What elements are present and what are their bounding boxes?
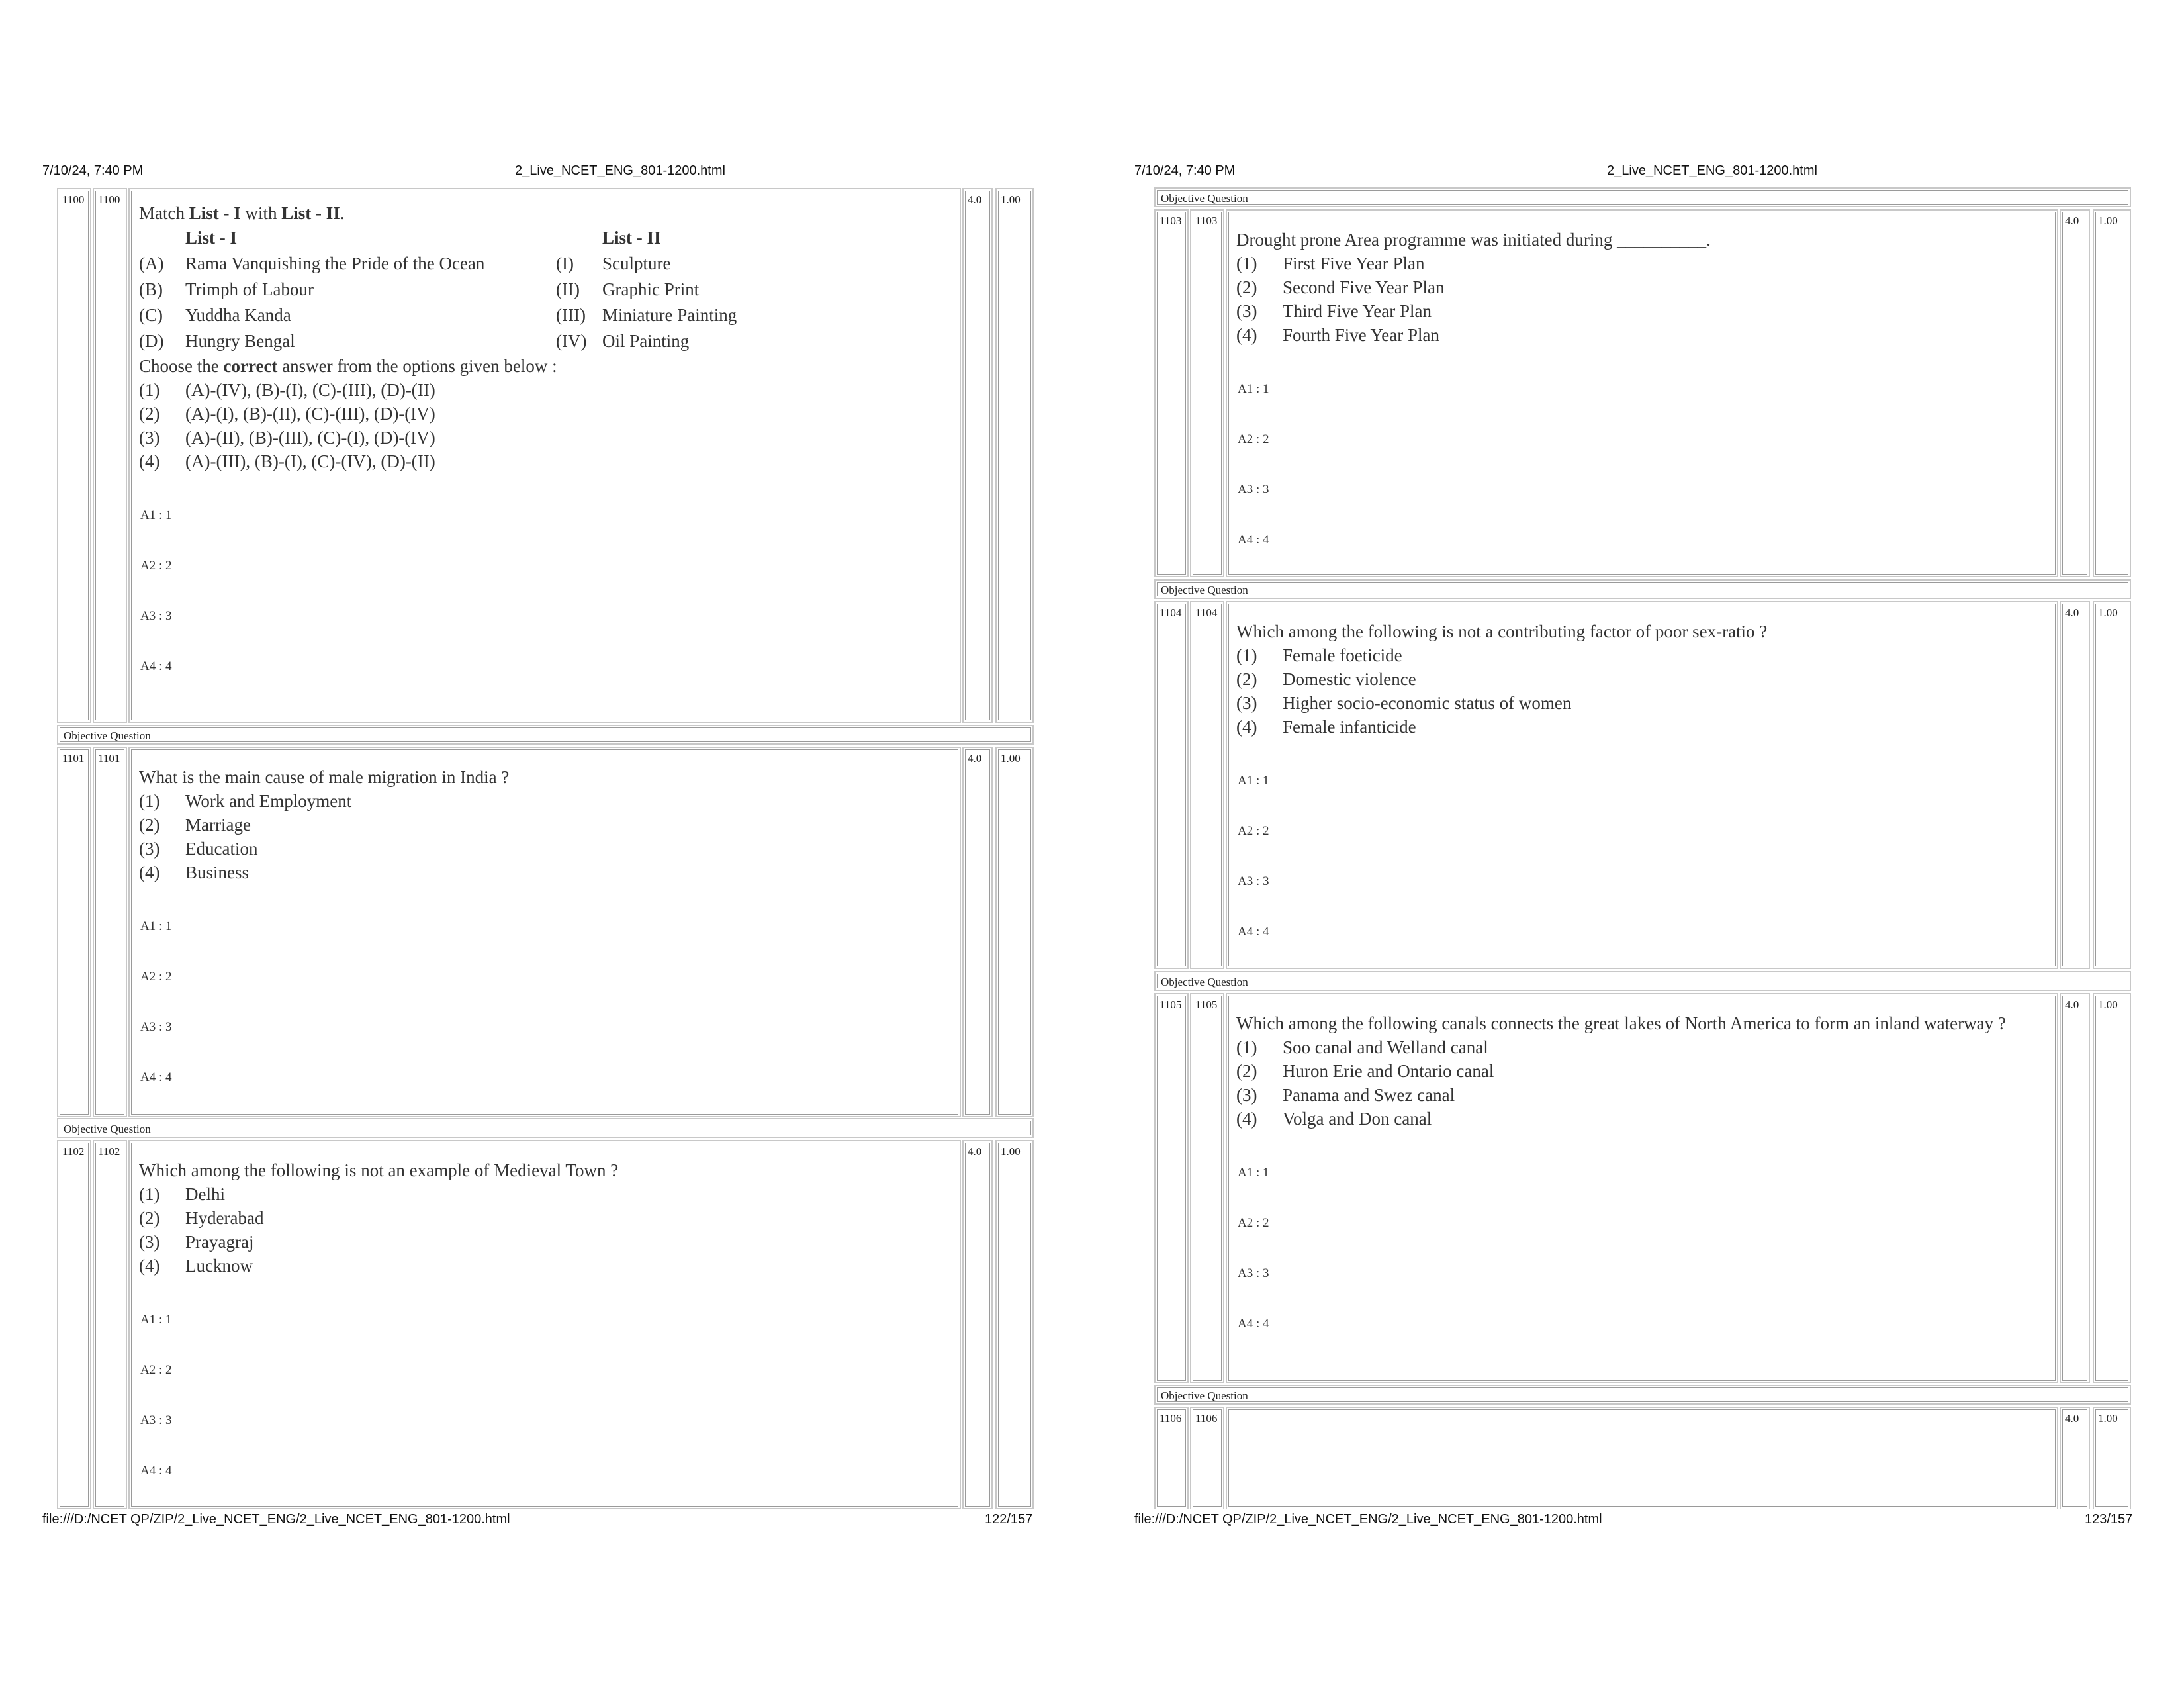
answer-key: A4 : 4 <box>1238 533 1269 547</box>
answer-key: A2 : 2 <box>140 559 172 573</box>
right-page <box>1092 0 2184 1688</box>
answer-list <box>1231 774 2053 976</box>
answer-key: A4 : 4 <box>1238 925 1269 939</box>
question-content <box>1226 209 2058 577</box>
answer-key: A4 : 4 <box>140 659 172 673</box>
question-number: 1101 <box>57 747 91 1117</box>
option: (1) Work and Employment <box>139 791 352 811</box>
answer-key: A3 : 3 <box>140 1413 172 1427</box>
option: (3) Third Five Year Plan <box>1236 301 1432 321</box>
option: (1) (A)-(IV), (B)-(I), (C)-(III), (D)-(II) <box>139 380 435 400</box>
marks: 4.0 <box>2060 601 2090 969</box>
match-row: (A) Rama Vanquishing the Pride of the Ocean (I) Sculpture <box>139 254 671 273</box>
question-number: 1103 <box>1154 209 1189 577</box>
header-title: 2_Live_NCET_ENG_801-1200.html <box>515 164 725 178</box>
question-row-1105 <box>1154 993 2131 1383</box>
question-id: 1105 <box>1190 993 1224 1383</box>
negative-marks: 1.00 <box>2093 601 2131 969</box>
match-table-head: List - I List - II <box>185 228 661 248</box>
answer-key: A3 : 3 <box>1238 874 1269 888</box>
negative-marks: 1.00 <box>995 1140 1034 1509</box>
question-number: 1106 <box>1154 1407 1189 1509</box>
footer-page-number: 122/157 <box>985 1512 1033 1526</box>
answer-key: A3 : 3 <box>140 609 172 623</box>
question-text: Which among the following is not an example of Medieval Town ? <box>139 1160 619 1180</box>
option: (4) (A)-(III), (B)-(I), (C)-(IV), (D)-(II) <box>139 451 435 471</box>
answer-list <box>134 509 956 710</box>
question-content <box>128 747 961 1117</box>
objective-question-label: Objective Question <box>57 725 1034 745</box>
header-datetime: 7/10/24, 7:40 PM <box>1134 164 1236 178</box>
answer-key: A3 : 3 <box>140 1020 172 1034</box>
question-id: 1103 <box>1190 209 1224 577</box>
marks: 4.0 <box>2060 993 2090 1383</box>
question-content <box>128 1140 961 1509</box>
header-datetime: 7/10/24, 7:40 PM <box>42 164 144 178</box>
option: (2) Second Five Year Plan <box>1236 277 1445 297</box>
option: (3) Prayagraj <box>139 1232 254 1252</box>
answer-key: A1 : 1 <box>1238 1166 1269 1180</box>
question-row-1103 <box>1154 209 2131 577</box>
marks: 4.0 <box>2060 1407 2090 1509</box>
answer-key: A2 : 2 <box>140 970 172 984</box>
question-number: 1100 <box>57 188 91 723</box>
objective-question-label: Objective Question <box>57 1118 1034 1138</box>
answer-key: A2 : 2 <box>1238 824 1269 838</box>
question-id: 1100 <box>93 188 127 723</box>
negative-marks: 1.00 <box>995 188 1034 723</box>
question-number: 1102 <box>57 1140 91 1509</box>
option: (4) Lucknow <box>139 1256 253 1276</box>
option: (1) Delhi <box>139 1184 225 1204</box>
answer-key: A1 : 1 <box>1238 382 1269 396</box>
answer-key: A2 : 2 <box>1238 1216 1269 1230</box>
option: (3) Higher socio-economic status of women <box>1236 693 1572 713</box>
question-id: 1106 <box>1190 1407 1224 1509</box>
question-id: 1101 <box>93 747 127 1117</box>
answer-key: A1 : 1 <box>140 1313 172 1327</box>
answer-key: A1 : 1 <box>1238 774 1269 788</box>
answer-key: A4 : 4 <box>140 1464 172 1477</box>
choose-instruction: Choose the correct answer from the options given below : <box>139 356 557 376</box>
negative-marks: 1.00 <box>2093 209 2131 577</box>
answer-key: A2 : 2 <box>140 1363 172 1377</box>
question-text: Drought prone Area programme was initiated during __________. <box>1236 230 1711 250</box>
question-number: 1105 <box>1154 993 1189 1383</box>
question-id: 1102 <box>93 1140 127 1509</box>
question-content <box>1226 601 2058 969</box>
footer-file-path: file:///D:/NCET QP/ZIP/2_Live_NCET_ENG/2_Live_NCET_ENG_801-1200.html <box>42 1512 510 1526</box>
question-text: Match List - I with List - II. <box>139 203 345 223</box>
question-row-1102 <box>57 1140 1034 1509</box>
footer-file-path: file:///D:/NCET QP/ZIP/2_Live_NCET_ENG/2_Live_NCET_ENG_801-1200.html <box>1134 1512 1602 1526</box>
negative-marks: 1.00 <box>2093 1407 2131 1509</box>
question-content <box>1226 1407 2058 1509</box>
answer-key: A4 : 4 <box>140 1070 172 1084</box>
answer-list <box>1231 1166 2053 1368</box>
footer-page-number: 123/157 <box>2085 1512 2133 1526</box>
question-row-1101 <box>57 747 1034 1117</box>
option: (2) Huron Erie and Ontario canal <box>1236 1061 1494 1081</box>
match-row: (C) Yuddha Kanda (III) Miniature Painting <box>139 305 737 325</box>
objective-question-label: Objective Question <box>1154 1385 2131 1405</box>
option: (3) (A)-(II), (B)-(III), (C)-(I), (D)-(IV) <box>139 428 435 447</box>
question-row-1104 <box>1154 601 2131 969</box>
question-row-1106 <box>1154 1407 2131 1509</box>
option: (2) (A)-(I), (B)-(II), (C)-(III), (D)-(IV) <box>139 404 435 424</box>
objective-question-label: Objective Question <box>1154 187 2131 207</box>
marks: 4.0 <box>2060 209 2090 577</box>
option: (4) Business <box>139 863 250 882</box>
question-number: 1104 <box>1154 601 1189 969</box>
answer-key: A3 : 3 <box>1238 1266 1269 1280</box>
answer-key: A3 : 3 <box>1238 483 1269 496</box>
question-content <box>1226 993 2058 1383</box>
question-content <box>128 188 961 723</box>
marks: 4.0 <box>962 1140 993 1509</box>
question-text: What is the main cause of male migration in India ? <box>139 767 510 787</box>
objective-question-label: Objective Question <box>1154 579 2131 599</box>
question-text: Which among the following canals connects the great lakes of North America to form an inland waterway ? <box>1236 1013 2006 1033</box>
negative-marks: 1.00 <box>995 747 1034 1117</box>
marks: 4.0 <box>962 188 993 723</box>
option: (2) Domestic violence <box>1236 669 1416 689</box>
question-id: 1104 <box>1190 601 1224 969</box>
option: (3) Panama and Swez canal <box>1236 1085 1455 1105</box>
answer-list <box>1231 383 2053 584</box>
question-text: Which among the following is not a contributing factor of poor sex-ratio ? <box>1236 622 1768 641</box>
match-row: (B) Trimph of Labour (II) Graphic Print <box>139 279 700 299</box>
match-row: (D) Hungry Bengal (IV) Oil Painting <box>139 331 690 351</box>
option: (1) Soo canal and Welland canal <box>1236 1037 1488 1057</box>
option: (1) Female foeticide <box>1236 645 1402 665</box>
header-title: 2_Live_NCET_ENG_801-1200.html <box>1607 164 1817 178</box>
answer-list <box>134 920 956 1121</box>
option: (2) Marriage <box>139 815 251 835</box>
answer-list <box>134 1313 956 1515</box>
option: (1) First Five Year Plan <box>1236 254 1425 273</box>
objective-question-label: Objective Question <box>1154 971 2131 991</box>
answer-key: A4 : 4 <box>1238 1317 1269 1331</box>
answer-key: A1 : 1 <box>140 919 172 933</box>
question-row-1100 <box>57 188 1034 723</box>
answer-key: A1 : 1 <box>140 508 172 522</box>
option: (2) Hyderabad <box>139 1208 264 1228</box>
marks: 4.0 <box>962 747 993 1117</box>
option: (4) Volga and Don canal <box>1236 1109 1432 1129</box>
option: (4) Female infanticide <box>1236 717 1416 737</box>
option: (4) Fourth Five Year Plan <box>1236 325 1440 345</box>
option: (3) Education <box>139 839 258 859</box>
answer-key: A2 : 2 <box>1238 432 1269 446</box>
negative-marks: 1.00 <box>2093 993 2131 1383</box>
